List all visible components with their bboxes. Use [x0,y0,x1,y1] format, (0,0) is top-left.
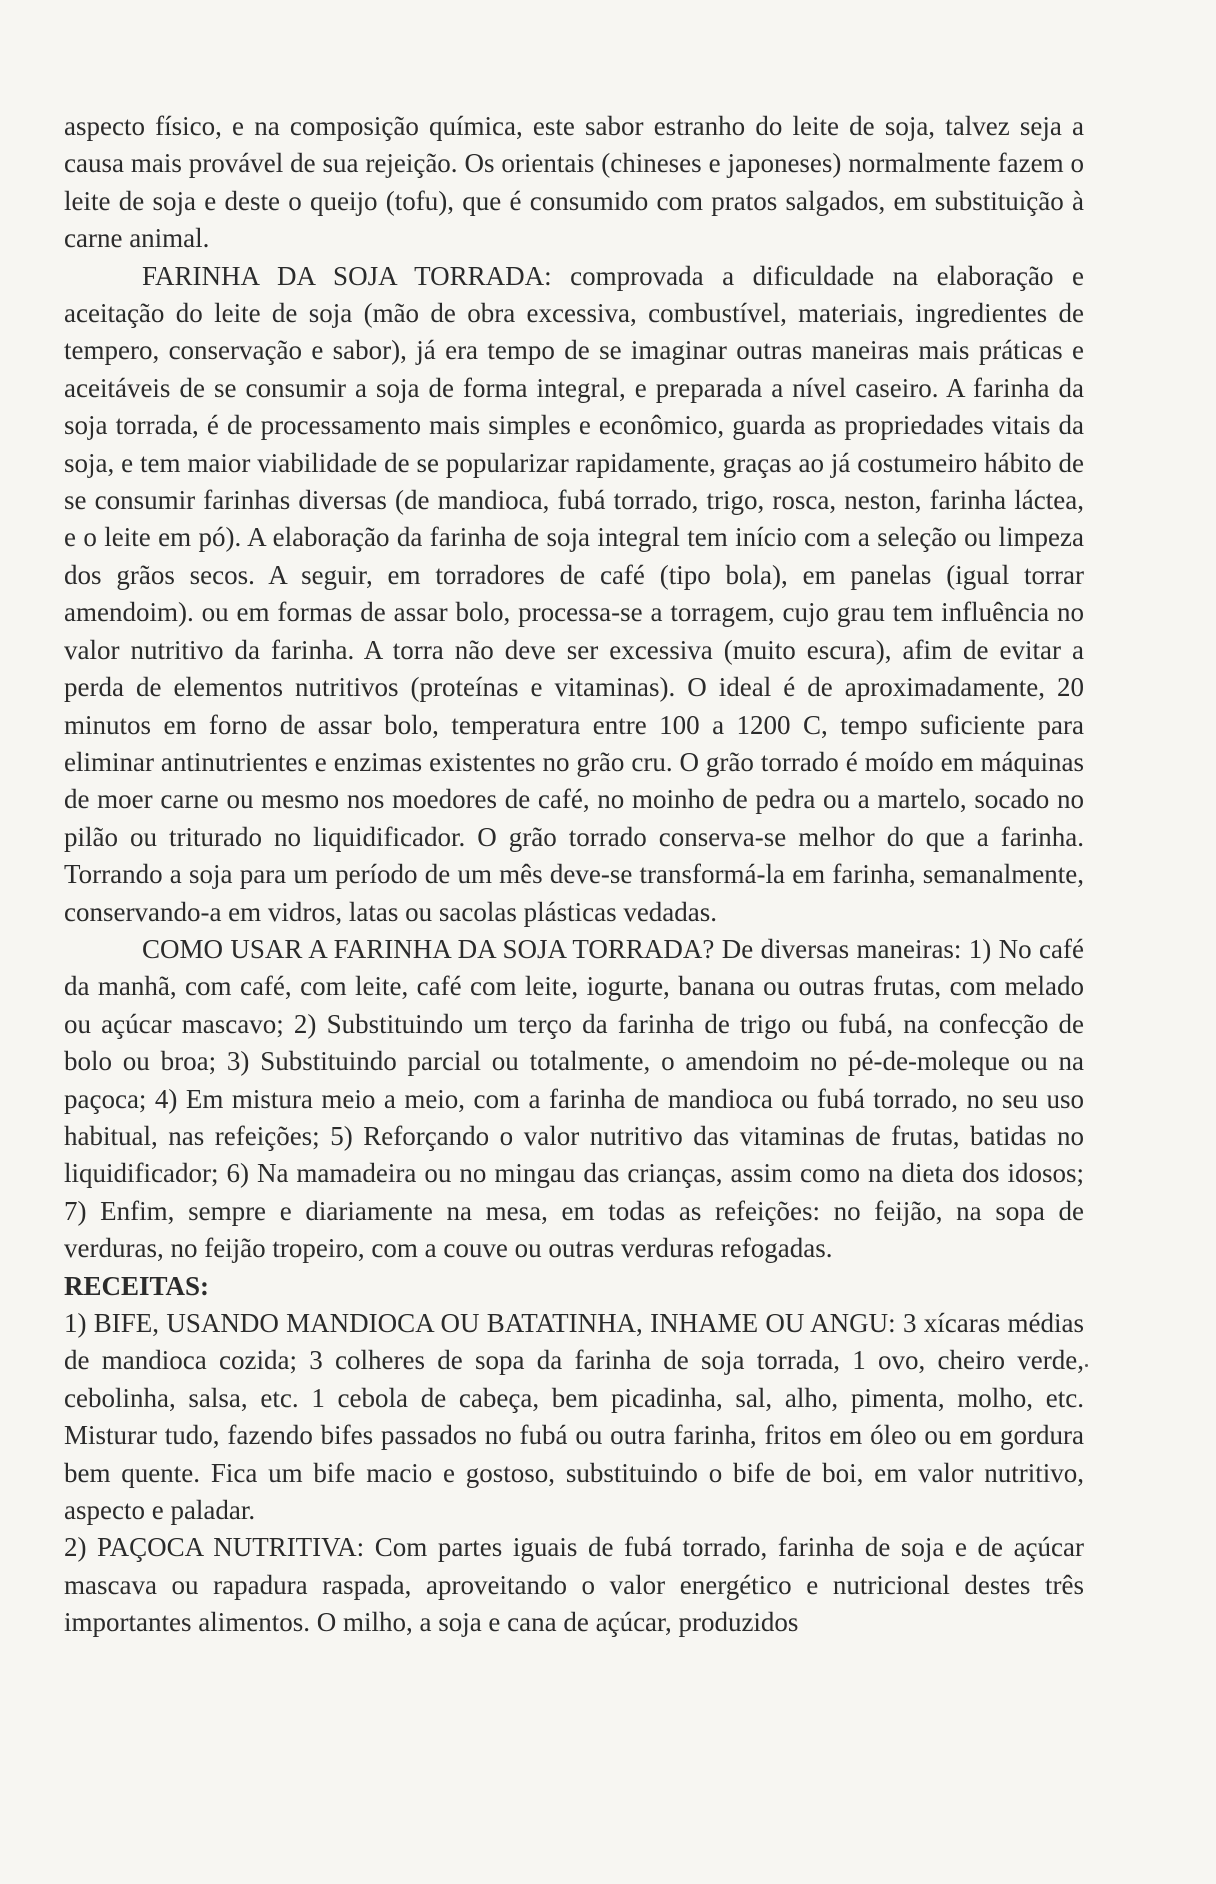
document-page [64,108,1084,1642]
paragraph-farinha-soja-torrada: FARINHA DA SOJA TORRADA: comprovada a dificuldade na elaboração e aceitação do leite de soja (mão de obra excessiva, combustível, materiais, ingredientes de tempero, conservação e sabor), já era tempo de se imaginar outras maneiras mais práticas e aceitáveis de se consumir a soja de forma integral, e preparada a nível caseiro. A farinha da soja torrada, é de processamento mais simples e econômico, guarda as propriedades vitais da soja, e tem maior viabilidade de se popularizar rapidamente, graças ao já costumeiro hábito de se consumir farinhas diversas (de mandioca, fubá torrado, trigo, rosca, neston, farinha láctea, e o leite em pó). A elaboração da farinha de soja integral tem início com a seleção ou limpeza dos grãos secos. A seguir, em torradores de café (tipo bola), em panelas (igual torrar amendoim). ou em formas de assar bolo, processa-se a torragem, cujo grau tem influência no valor nutritivo da farinha. A torra não deve ser excessiva (muito escura), afim de evitar a perda de elementos nutritivos (proteínas e vitaminas). O ideal é de aproximadamente, 20 minutos em forno de assar bolo, temperatura entre 100 a 1200 C, tempo suficiente para eliminar antinutrientes e enzimas existentes no grão cru. O grão torrado é moído em máquinas de moer carne ou mesmo nos moedores de café, no moinho de pedra ou a martelo, socado no pilão ou triturado no liquidificador. O grão torrado conserva-se melhor do que a farinha. Torrando a soja para um período de um mês deve-se transformá-la em farinha, semanalmente, conservando-a em vidros, latas ou sacolas plásticas vedadas. [64,260,1084,927]
paragraph-como-usar: COMO USAR A FARINHA DA SOJA TORRADA? De diversas maneiras: 1) No café da manhã, com café, com leite, café com leite, iogurte, banana ou outras frutas, com melado ou açúcar mascavo; 2) Substituindo um terço da farinha de trigo ou fubá, na confecção de bolo ou broa; 3) Substituindo parcial ou totalmente, o amendoim no pé-de-moleque ou na paçoca; 4) Em mistura meio a meio, com a farinha de mandioca ou fubá torrado, no seu uso habitual, nas refeições; 5) Reforçando o valor nutritivo das vitaminas de frutas, batidas no liquidificador; 6) Na mamadeira ou no mingau das crianças, assim como na dieta dos idosos; 7) Enfim, sempre e diariamente na mesa, em todas as refeições: no feijão, na sopa de verduras, no feijão tropeiro, com a couve ou outras verduras refogadas. [64,933,1084,1264]
recipe-pacoca: 2) PAÇOCA NUTRITIVA: Com partes iguais de fubá torrado, farinha de soja e de açúcar mascava ou rapadura raspada, aproveitando o valor energético e nutricional destes três importantes alimentos. O milho, a soja e cana de açúcar, produzidos [64,1532,1084,1638]
recipes-heading: RECEITAS: [64,1270,210,1301]
recipe-bife: 1) BIFE, USANDO MANDIOCA OU BATATINHA, INHAME OU ANGU: 3 xícaras médias de mandioca cozida; 3 colheres de sopa da farinha de soja torrada, 1 ovo, cheiro verde, cebolinha, salsa, etc. 1 cebola de cabeça, bem picadinha, sal, alho, pimenta, molho, etc. Misturar tudo, fazendo bifes passados no fubá ou outra farinha, fritos em óleo ou em gordura bem quente. Fica um bife macio e gostoso, substituindo o bife de boi, em valor nutritivo, aspecto e paladar. [64,1308,1084,1526]
page-speck [1085,1364,1088,1367]
paragraph-intro: aspecto físico, e na composição química, este sabor estranho do leite de soja, talvez seja a causa mais provável de sua rejeição. Os orientais (chineses e japoneses) normalmente fazem o leite de soja e deste o queijo (tofu), que é consumido com pratos salgados, em substituição à carne animal. [64,111,1084,254]
